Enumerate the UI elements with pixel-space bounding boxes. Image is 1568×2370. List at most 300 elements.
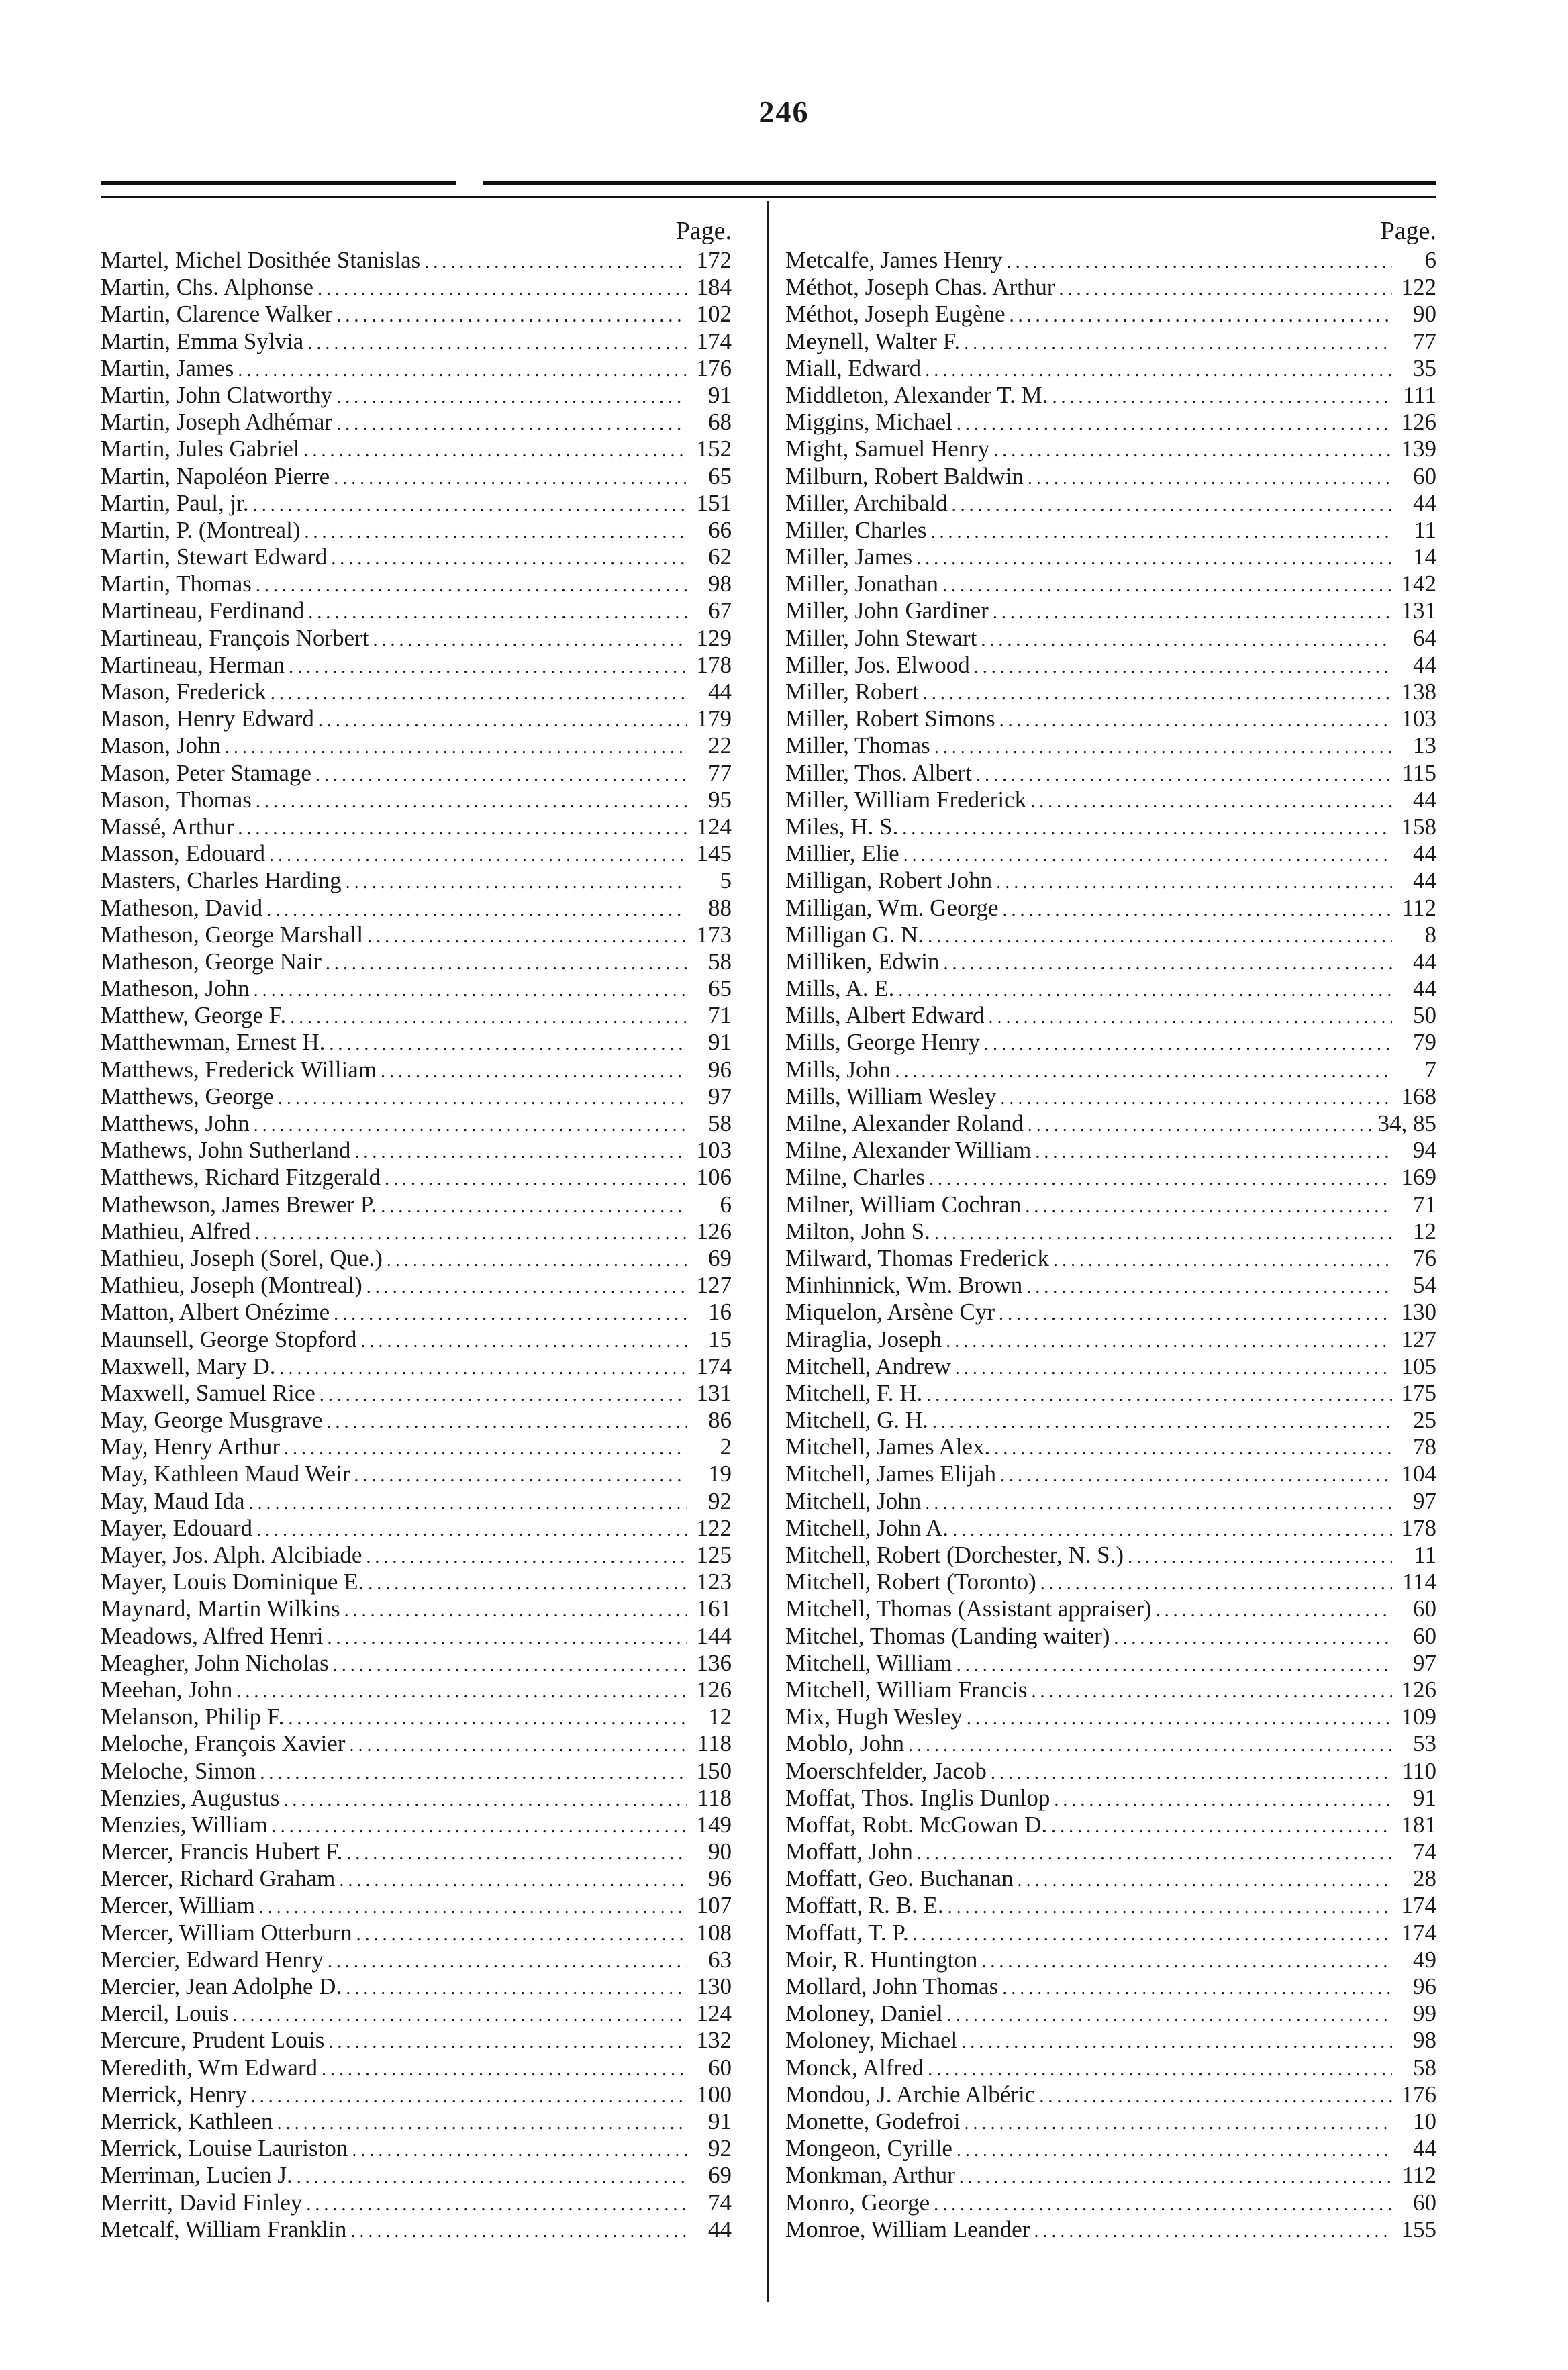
index-entry — [101, 2189, 732, 2216]
entry-page: 74 — [1413, 1838, 1436, 1865]
leader-dots — [225, 734, 687, 759]
entry-name: Mathieu, Alfred — [101, 1218, 251, 1244]
leader-dots — [256, 789, 687, 813]
leader-dots — [947, 2002, 1392, 2027]
leader-dots — [925, 357, 1392, 382]
entry-name: Mayer, Louis Dominique E. — [101, 1569, 364, 1595]
index-entry — [785, 597, 1436, 624]
entry-name: Miles, H. S. — [785, 813, 899, 840]
entry-name: Mercil, Louis — [101, 2000, 229, 2027]
leader-dots — [916, 546, 1392, 571]
leader-dots — [315, 762, 687, 787]
index-entry — [101, 760, 732, 787]
index-entry — [785, 1920, 1436, 1946]
index-entry — [101, 571, 732, 597]
entry-name: Mitchell, William Francis — [785, 1676, 1028, 1703]
entry-name: Matthews, Richard Fitzgerald — [101, 1164, 381, 1191]
entry-name: Martin, Paul, jr. — [101, 489, 249, 516]
index-entry — [101, 1623, 732, 1650]
leader-dots — [280, 1355, 687, 1380]
entry-name: Moffat, Thos. Inglis Dunlop — [785, 1784, 1050, 1811]
entry-name: Moffatt, John — [785, 1838, 913, 1865]
leader-dots — [1003, 897, 1392, 922]
entry-page: 132 — [696, 2027, 732, 2054]
leader-dots — [1040, 1571, 1392, 1595]
leader-dots — [248, 1490, 687, 1515]
leader-dots — [334, 1301, 687, 1326]
entry-name: Martin, P. (Montreal) — [101, 516, 301, 543]
index-entry — [101, 2162, 732, 2189]
index-entry — [101, 922, 732, 948]
entry-page: 126 — [1401, 409, 1436, 436]
entry-name: Matthews, John — [101, 1110, 250, 1136]
leader-dots — [385, 1166, 687, 1191]
leader-dots — [934, 1220, 1392, 1245]
entry-page: 14 — [1413, 544, 1436, 571]
entry-name: Matheson, George Nair — [101, 948, 322, 975]
index-entry — [101, 705, 732, 732]
leader-dots — [1002, 1975, 1392, 2000]
entry-page: 86 — [708, 1407, 732, 1434]
entry-name: Meynell, Walter F. — [785, 328, 961, 354]
leader-dots — [259, 1894, 687, 1919]
entry-page: 152 — [696, 436, 732, 462]
leader-dots — [1018, 1867, 1392, 1892]
entry-name: Mitchell, Robert (Toronto) — [785, 1569, 1036, 1595]
entry-name: Miller, Archibald — [785, 489, 948, 516]
entry-page: 155 — [1401, 2216, 1436, 2242]
index-entry — [101, 301, 732, 328]
index-entry — [785, 895, 1436, 922]
index-entry — [785, 625, 1436, 652]
entry-page: 66 — [708, 516, 732, 543]
index-entry — [785, 382, 1436, 409]
leader-dots — [266, 897, 687, 922]
entry-name: Mason, Peter Stamage — [101, 759, 311, 786]
entry-name: Miller, Jonathan — [785, 571, 938, 597]
index-entry — [101, 625, 732, 652]
index-entry — [785, 274, 1436, 301]
entry-name: Mitchell, John A. — [785, 1514, 949, 1541]
leader-dots — [1053, 1247, 1392, 1272]
entry-page: 126 — [696, 1218, 732, 1244]
entry-page: 58 — [1413, 2054, 1436, 2081]
entry-name: Milliken, Edwin — [785, 948, 940, 975]
index-entry — [785, 1865, 1436, 1892]
entry-page: 181 — [1401, 1811, 1436, 1838]
index-entry — [101, 1245, 732, 1272]
leader-dots — [336, 303, 687, 328]
entry-name: Mason, John — [101, 732, 221, 759]
index-entry — [101, 732, 732, 759]
leader-dots — [908, 1732, 1392, 1757]
entry-page: 174 — [1401, 1919, 1436, 1946]
index-entry — [785, 1002, 1436, 1029]
leader-dots — [961, 2029, 1392, 2054]
entry-page: 65 — [708, 975, 732, 1002]
entry-name: Miller, James — [785, 544, 913, 571]
leader-dots — [424, 249, 687, 274]
right-column-header: Page. — [1380, 217, 1436, 245]
entry-name: Mathews, John Sutherland — [101, 1137, 351, 1164]
index-entry — [101, 1650, 732, 1677]
index-entry — [101, 867, 732, 894]
entry-page: 16 — [708, 1299, 732, 1326]
leader-dots — [1010, 303, 1392, 328]
entry-name: Méthot, Joseph Eugène — [785, 301, 1006, 328]
index-entry — [101, 840, 732, 867]
leader-dots — [284, 1436, 687, 1461]
entry-page: 5 — [720, 867, 732, 894]
entry-page: 10 — [1413, 2108, 1436, 2134]
index-entry — [101, 1299, 732, 1326]
entry-page: 77 — [1413, 328, 1436, 354]
entry-page: 50 — [1413, 1002, 1436, 1029]
entry-page: 90 — [708, 1838, 732, 1865]
entry-name: Matheson, John — [101, 975, 250, 1002]
leader-dots — [354, 1463, 687, 1487]
leader-dots — [238, 816, 687, 840]
entry-name: Moffat, Robt. McGowan D. — [785, 1811, 1048, 1838]
entry-page: 108 — [696, 1919, 732, 1946]
entry-name: Milligan G. N. — [785, 921, 924, 948]
entry-name: Mason, Thomas — [101, 786, 252, 813]
index-entry — [785, 1785, 1436, 1812]
leader-dots — [366, 1274, 687, 1299]
entry-page: 6 — [1424, 247, 1436, 273]
index-entry — [785, 436, 1436, 462]
entry-page: 142 — [1401, 571, 1436, 597]
index-entry — [785, 490, 1436, 517]
entry-name: Mercure, Prudent Louis — [101, 2027, 325, 2054]
entry-name: Moerschfelder, Jacob — [785, 1757, 987, 1784]
entry-name: Mondou, J. Archie Albéric — [785, 2081, 1036, 2108]
leader-dots — [251, 2083, 687, 2108]
leader-dots — [1028, 465, 1392, 490]
index-entry — [101, 1838, 732, 1865]
entry-page: 150 — [696, 1757, 732, 1784]
leader-dots — [350, 2218, 687, 2243]
leader-dots — [366, 1544, 687, 1569]
index-entry — [785, 1353, 1436, 1380]
entry-page: 74 — [708, 2189, 732, 2216]
entry-page: 178 — [696, 651, 732, 678]
left-column-header: Page. — [675, 217, 732, 245]
entry-name: Masson, Edouard — [101, 840, 265, 867]
entry-name: Moloney, Michael — [785, 2027, 958, 2054]
leader-dots — [913, 1922, 1392, 1946]
entry-page: 7 — [1424, 1056, 1436, 1083]
index-entry — [101, 1920, 732, 1946]
entry-name: Mitchell, William — [785, 1649, 952, 1676]
entry-name: Millier, Elie — [785, 840, 899, 867]
leader-dots — [233, 2002, 687, 2027]
entry-name: Moloney, Daniel — [785, 2000, 943, 2027]
leader-dots — [328, 1948, 687, 1973]
entry-page: 168 — [1401, 1083, 1436, 1109]
leader-dots — [346, 1840, 687, 1865]
entry-page: 130 — [696, 1973, 732, 1999]
entry-name: May, George Musgrave — [101, 1407, 323, 1434]
entry-name: Milner, William Cochran — [785, 1191, 1022, 1218]
leader-dots — [368, 1571, 687, 1595]
leader-dots — [307, 330, 687, 355]
leader-dots — [328, 2029, 687, 2054]
entry-page: 105 — [1401, 1352, 1436, 1379]
entry-page: 179 — [696, 705, 732, 732]
entry-name: Martin, Stewart Edward — [101, 544, 328, 571]
entry-page: 149 — [696, 1811, 732, 1838]
entry-page: 35 — [1413, 354, 1436, 381]
entry-name: Miquelon, Arsène Cyr — [785, 1299, 995, 1326]
entry-page: 98 — [708, 571, 732, 597]
index-entry — [785, 1380, 1436, 1407]
index-entry — [101, 463, 732, 490]
leader-dots — [942, 573, 1392, 597]
entry-name: Mills, A. E. — [785, 975, 895, 1002]
leader-dots — [957, 411, 1392, 436]
leader-dots — [356, 1922, 687, 1946]
entry-name: Maxwell, Samuel Rice — [101, 1379, 315, 1406]
entry-name: Milne, Charles — [785, 1164, 926, 1191]
index-entry — [785, 247, 1436, 274]
entry-page: 99 — [1413, 2000, 1436, 2027]
leader-dots — [269, 842, 687, 867]
leader-dots — [903, 842, 1392, 867]
leader-dots — [283, 1787, 687, 1812]
leader-dots — [256, 1517, 687, 1542]
leader-dots — [278, 1085, 687, 1110]
leader-dots — [926, 1382, 1392, 1407]
right-column — [785, 215, 1436, 2243]
left-column — [101, 215, 732, 2243]
entry-page: 92 — [708, 2135, 732, 2162]
leader-dots — [272, 1814, 687, 1838]
entry-page: 109 — [1401, 1704, 1436, 1730]
header-rule-right — [483, 181, 1436, 185]
leader-dots — [346, 869, 687, 894]
entry-name: Menzies, William — [101, 1811, 268, 1838]
index-entry — [101, 274, 732, 301]
entry-name: Mathewson, James Brewer P. — [101, 1191, 377, 1218]
leader-dots — [381, 1058, 687, 1083]
index-entry — [101, 517, 732, 544]
entry-name: Milward, Thomas Frederick — [785, 1244, 1050, 1271]
index-entry — [101, 895, 732, 922]
entry-name: Maunsell, George Stopford — [101, 1326, 357, 1352]
entry-page: 44 — [708, 679, 732, 705]
entry-page: 106 — [696, 1164, 732, 1191]
entry-name: Meagher, John Nicholas — [101, 1649, 329, 1676]
entry-name: Mathieu, Joseph (Sorel, Que.) — [101, 1244, 383, 1271]
leader-dots — [943, 950, 1392, 975]
entry-name: May, Henry Arthur — [101, 1434, 280, 1461]
index-entry — [785, 1704, 1436, 1730]
index-entry — [101, 1083, 732, 1110]
leader-dots — [289, 654, 687, 679]
index-entry — [785, 1299, 1436, 1326]
entry-page: 111 — [1403, 381, 1436, 408]
index-entry — [785, 1812, 1436, 1838]
leader-dots — [387, 1247, 687, 1272]
index-entry — [785, 1946, 1436, 1973]
leader-dots — [957, 1652, 1392, 1677]
index-entry — [785, 2081, 1436, 2108]
entry-page: 25 — [1413, 1407, 1436, 1434]
entry-page: 125 — [696, 1542, 732, 1568]
entry-page: 112 — [1402, 2162, 1436, 2189]
index-entry — [101, 1865, 732, 1892]
entry-name: Martin, Clarence Walker — [101, 301, 333, 328]
entry-name: Mitchell, John — [785, 1487, 922, 1514]
leader-dots — [367, 924, 687, 948]
leader-dots — [925, 1490, 1392, 1515]
entry-name: Miller, John Stewart — [785, 624, 977, 651]
entry-name: Melanson, Philip F. — [101, 1704, 285, 1730]
entry-page: 151 — [696, 489, 732, 516]
index-entry — [785, 1595, 1436, 1622]
index-entry — [785, 1973, 1436, 2000]
entry-page: 78 — [1413, 1434, 1436, 1461]
index-entry — [785, 1758, 1436, 1785]
entry-page: 114 — [1402, 1569, 1436, 1595]
leader-dots — [993, 438, 1392, 462]
index-entry — [101, 1380, 732, 1407]
entry-name: May, Kathleen Maud Weir — [101, 1461, 350, 1487]
entry-name: Mills, William Wesley — [785, 1083, 997, 1109]
leader-dots — [326, 1409, 687, 1434]
index-entry — [101, 490, 732, 517]
leader-dots — [308, 599, 687, 624]
leader-dots — [1114, 1625, 1392, 1650]
index-entry — [785, 1056, 1436, 1083]
leader-dots — [333, 1652, 687, 1677]
entry-page: 122 — [1401, 274, 1436, 301]
leader-dots — [981, 627, 1392, 652]
index-entry — [785, 1110, 1436, 1137]
index-entry — [101, 2108, 732, 2135]
leader-dots — [993, 599, 1392, 624]
leader-dots — [255, 1220, 687, 1245]
index-entry — [785, 1218, 1436, 1245]
leader-dots — [976, 762, 1392, 787]
leader-dots — [989, 1004, 1393, 1029]
entry-page: 102 — [696, 301, 732, 328]
entry-name: Martineau, François Norbert — [101, 624, 369, 651]
entry-page: 60 — [708, 2054, 732, 2081]
index-entry — [785, 2055, 1436, 2081]
leader-dots — [928, 2057, 1392, 2081]
entry-name: Milligan, Wm. George — [785, 894, 999, 921]
entry-name: Martin, James — [101, 354, 234, 381]
entry-page: 104 — [1401, 1461, 1436, 1487]
leader-dots — [381, 1193, 687, 1218]
entry-page: 118 — [697, 1730, 732, 1757]
entry-name: Maynard, Martin Wilkins — [101, 1595, 340, 1622]
leader-dots — [999, 707, 1392, 732]
entry-page: 88 — [708, 894, 732, 921]
entry-page: 44 — [1413, 867, 1436, 894]
entry-page: 44 — [1413, 840, 1436, 867]
entry-page: 174 — [1401, 1892, 1436, 1919]
entry-page: 76 — [1413, 1244, 1436, 1271]
index-entry — [101, 1892, 732, 1919]
leader-dots — [322, 2057, 687, 2081]
entry-page: 126 — [1401, 1676, 1436, 1703]
entry-page: 129 — [696, 624, 732, 651]
entry-page: 144 — [696, 1622, 732, 1649]
index-entry — [101, 1704, 732, 1730]
entry-page: 44 — [1413, 975, 1436, 1002]
index-entry — [101, 2081, 732, 2108]
entry-page: 19 — [708, 1461, 732, 1487]
index-entry — [101, 813, 732, 840]
entry-page: 107 — [696, 1892, 732, 1919]
index-entry — [101, 1137, 732, 1164]
entry-name: Mayer, Jos. Alph. Alcibiade — [101, 1542, 362, 1568]
index-entry — [101, 2000, 732, 2027]
entry-page: 123 — [696, 1569, 732, 1595]
index-entry — [785, 948, 1436, 975]
leader-dots — [254, 1112, 687, 1137]
entry-page: 124 — [696, 813, 732, 840]
index-entry — [785, 1461, 1436, 1487]
entry-page: 34, 85 — [1377, 1110, 1436, 1136]
index-entry — [101, 2055, 732, 2081]
leader-dots — [1028, 1112, 1374, 1137]
entry-name: Metcalf, William Franklin — [101, 2216, 347, 2242]
index-entry — [101, 2216, 732, 2243]
entry-name: Moblo, John — [785, 1730, 904, 1757]
index-entry — [101, 1029, 732, 1056]
entry-page: 63 — [708, 1946, 732, 1973]
index-entry — [101, 1056, 732, 1083]
leader-dots — [336, 384, 687, 409]
leader-dots — [1034, 2218, 1392, 2243]
index-entry — [785, 1191, 1436, 1218]
entry-page: 95 — [708, 786, 732, 813]
entry-page: 90 — [1413, 301, 1436, 328]
index-entry — [101, 1542, 732, 1569]
index-entry — [101, 1164, 732, 1191]
column-divider — [767, 201, 769, 2302]
entry-page: 96 — [708, 1056, 732, 1083]
index-entry — [785, 1650, 1436, 1677]
index-entry — [101, 436, 732, 462]
entry-page: 97 — [708, 1083, 732, 1109]
index-entry — [785, 1164, 1436, 1191]
entry-page: 68 — [708, 409, 732, 436]
leader-dots — [256, 573, 687, 597]
entry-page: 8 — [1424, 921, 1436, 948]
index-entry — [101, 1434, 732, 1461]
entry-name: Martel, Michel Dosithée Stanislas — [101, 247, 421, 273]
entry-page: 71 — [1413, 1191, 1436, 1218]
index-entry — [101, 382, 732, 409]
index-entry — [785, 328, 1436, 355]
entry-page: 174 — [696, 328, 732, 354]
index-entry — [785, 571, 1436, 597]
leader-dots — [964, 2110, 1392, 2135]
entry-name: Mitchell, Andrew — [785, 1352, 951, 1379]
entry-name: Martineau, Herman — [101, 651, 285, 678]
entry-name: Mitchel, Thomas (Landing waiter) — [785, 1622, 1110, 1649]
entry-name: Mercier, Jean Adolphe D. — [101, 1973, 342, 1999]
entry-name: Meloche, François Xavier — [101, 1730, 346, 1757]
entry-name: Merritt, David Finley — [101, 2189, 303, 2216]
entry-page: 145 — [696, 840, 732, 867]
index-entry — [101, 1326, 732, 1353]
